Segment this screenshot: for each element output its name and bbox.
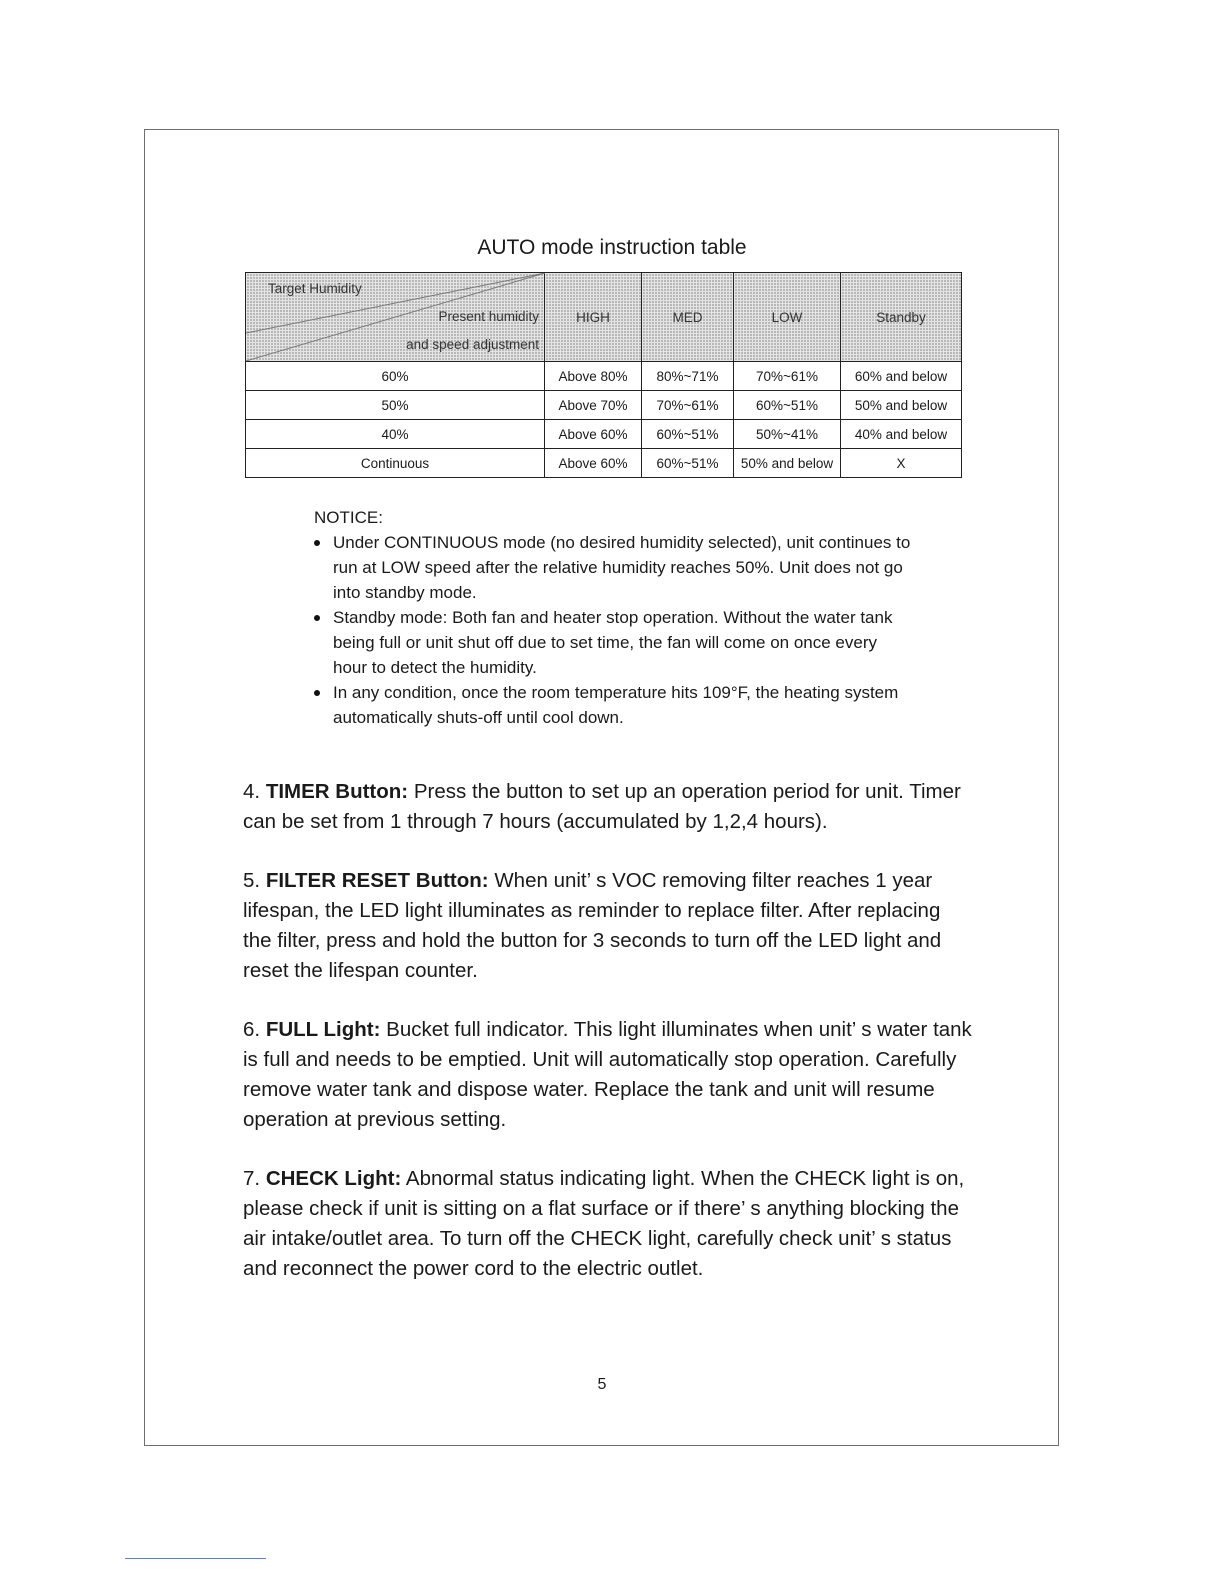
cell-high: Above 60%	[545, 449, 642, 478]
bullet-icon	[314, 615, 320, 621]
cell-standby: 60% and below	[841, 362, 962, 391]
auto-mode-table	[245, 272, 962, 478]
notice-text: Under CONTINUOUS mode (no desired humidity selected), unit continues to run at LOW speed after the relative humidity reaches 50%. Unit does not go into standby mode.	[333, 533, 911, 602]
cell-med: 60%~51%	[642, 420, 734, 449]
notice-text: In any condition, once the room temperature hits 109°F, the heating system automatically shuts-off until cool down.	[333, 683, 899, 727]
cell-standby: 50% and below	[841, 391, 962, 420]
full-light-item	[243, 1015, 973, 1135]
item-number: 7.	[243, 1167, 261, 1190]
item-text: Press the button to set up an operation period for unit. Timer can be set from 1 through 7 hours (accumulated by 1,2,4 hours).	[243, 780, 961, 833]
header-low: LOW	[734, 273, 841, 362]
diagonal-header-cell	[246, 273, 545, 362]
check-light-item	[243, 1164, 973, 1284]
header-standby: Standby	[841, 273, 962, 362]
table-row	[246, 391, 962, 420]
table-header-row	[246, 273, 962, 362]
header-high: HIGH	[545, 273, 642, 362]
header-target-humidity: Target Humidity	[268, 281, 362, 296]
bullet-icon	[314, 690, 320, 696]
cell-med: 70%~61%	[642, 391, 734, 420]
cell-low: 50%~41%	[734, 420, 841, 449]
row-target: 40%	[246, 420, 545, 449]
notice-section	[314, 505, 914, 730]
footer-rule	[125, 1558, 266, 1559]
item-number: 6.	[243, 1018, 261, 1041]
table-row	[246, 362, 962, 391]
table-row	[246, 420, 962, 449]
cell-med: 80%~71%	[642, 362, 734, 391]
row-target: 60%	[246, 362, 545, 391]
cell-high: Above 60%	[545, 420, 642, 449]
item-number: 4.	[243, 780, 261, 803]
notice-list	[314, 530, 914, 730]
table-title: AUTO mode instruction table	[477, 236, 747, 259]
header-med: MED	[642, 273, 734, 362]
item-title: FULL Light:	[265, 1018, 381, 1041]
notice-bullet	[314, 680, 914, 730]
row-target: 50%	[246, 391, 545, 420]
item-text: When unit’ s VOC removing filter reaches 1 year lifespan, the LED light illuminates as reminder to replace filter. After replacing the filter, press and hold the button for 3 seconds to turn off the LED light and reset the lifespan counter.	[243, 869, 942, 982]
filter-reset-button-item	[243, 866, 973, 986]
cell-low: 60%~51%	[734, 391, 841, 420]
item-text: Abnormal status indicating light. When the CHECK light is on, please check if unit is sitting on a flat surface or if there’ s anything blocking the air intake/outlet area. To turn off the CHECK light, carefully check unit’ s status and reconnect the power cord to the electric outlet.	[243, 1167, 965, 1280]
cell-high: Above 70%	[545, 391, 642, 420]
cell-standby: 40% and below	[841, 420, 962, 449]
notice-bullet	[314, 605, 914, 680]
item-title: FILTER RESET Button:	[265, 869, 489, 892]
header-speed-adjustment: and speed adjustment	[406, 337, 539, 352]
notice-bullet	[314, 530, 914, 605]
cell-low: 50% and below	[734, 449, 841, 478]
row-target: Continuous	[246, 449, 545, 478]
bullet-icon	[314, 540, 320, 546]
item-title: CHECK Light:	[265, 1167, 402, 1190]
page-number: 5	[597, 1376, 607, 1393]
notice-heading: NOTICE:	[314, 508, 383, 527]
timer-button-item	[243, 777, 973, 837]
cell-standby: X	[841, 449, 962, 478]
cell-low: 70%~61%	[734, 362, 841, 391]
table-row	[246, 449, 962, 478]
item-text: Bucket full indicator. This light illuminates when unit’ s water tank is full and needs to be emptied. Unit will automatically stop operation. Carefully remove water tank and dispose water. Replace the tank and unit will resume operation at previous setting.	[243, 1018, 972, 1131]
cell-med: 60%~51%	[642, 449, 734, 478]
header-present-humidity: Present humidity	[438, 309, 539, 324]
cell-high: Above 80%	[545, 362, 642, 391]
item-title: TIMER Button:	[265, 780, 409, 803]
item-number: 5.	[243, 869, 261, 892]
notice-text: Standby mode: Both fan and heater stop operation. Without the water tank being full or unit shut off due to set time, the fan will come on once every hour to detect the humidity.	[333, 608, 893, 677]
